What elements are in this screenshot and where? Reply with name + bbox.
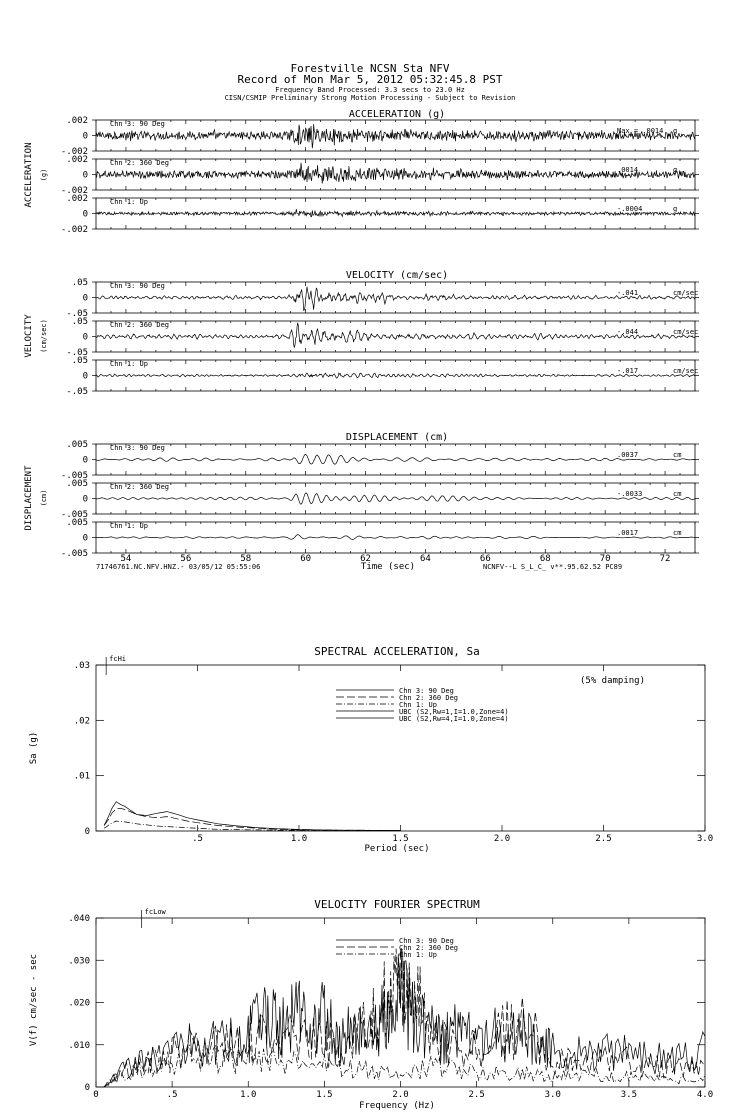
station-title: Forestville NCSN Sta NFV <box>290 62 450 75</box>
acceleration-channel-name: Chn 2: 360 Deg <box>110 159 170 167</box>
fourier-title: VELOCITY FOURIER SPECTRUM <box>314 898 480 911</box>
displacement-section <box>24 432 699 572</box>
velocity-ytick-label: -.05 <box>66 348 88 358</box>
fourier-xtick-label: 3.0 <box>544 1090 561 1100</box>
record-title: Record of Mon Mar 5, 2012 05:32:45.8 PST <box>237 73 503 86</box>
acceleration-unit-label: (g) <box>40 168 48 182</box>
displacement-side-label: DISPLACEMENT <box>24 465 34 531</box>
spectral-title: SPECTRAL ACCELERATION, Sa <box>314 645 480 658</box>
velocity-ytick-label: -.05 <box>66 387 88 397</box>
displacement-peak-unit: cm <box>673 529 682 537</box>
displacement-ytick-label: 0 <box>82 533 88 544</box>
spectral-legend-label: Chn 2: 360 Deg <box>399 694 459 702</box>
acceleration-channel-name: Chn 1: Up <box>110 198 148 206</box>
velocity-peak-unit: cm/sec <box>673 367 699 375</box>
velocity-section <box>24 270 699 397</box>
spectral-ytick-label: .01 <box>73 771 90 782</box>
displacement-channel-name: Chn 1: Up <box>110 522 148 530</box>
spectral-ytick-label: 0 <box>84 827 90 837</box>
fourier-legend-label: Chn 2: 360 Deg <box>399 944 459 952</box>
spectral-series-chn-3-90-deg <box>104 802 400 831</box>
spectral-damping-note: (5% damping) <box>580 676 646 686</box>
acceleration-section <box>24 109 699 235</box>
fourier-ytick-label: 0 <box>84 1083 90 1093</box>
spectral-ytick-label: .03 <box>73 661 90 671</box>
fourier-ytick-label: .020 <box>68 998 90 1009</box>
displacement-panel-chn-2-360-deg <box>61 479 699 520</box>
fourier-xtick-label: .5 <box>166 1090 178 1100</box>
displacement-channel-name: Chn 3: 90 Deg <box>110 444 165 452</box>
acceleration-ytick-label: 0 <box>82 209 88 220</box>
spectral-legend-label: Chn 3: 90 Deg <box>399 687 454 695</box>
acceleration-side-label: ACCELERATION <box>24 142 34 208</box>
time-tick-label: 68 <box>539 554 551 564</box>
spectral-xtick-label: 2.5 <box>595 834 612 844</box>
acceleration-trace-chn-2-360-deg <box>96 163 695 184</box>
fourier-ytick-label: .030 <box>68 956 90 967</box>
acceleration-peak-unit: g <box>673 127 678 135</box>
displacement-peak-unit: cm <box>673 451 682 459</box>
displacement-ytick-label: .005 <box>66 518 88 528</box>
velocity-peak-value: -.044 <box>617 328 639 336</box>
time-tick-label: 70 <box>599 554 611 564</box>
spectral-legend-label: UBC (S2,Rw=4,I=1.0,Zone=4) <box>399 715 509 723</box>
velocity-ytick-label: -.05 <box>66 309 88 319</box>
acceleration-panel-frame <box>96 198 695 229</box>
fourier-plot <box>68 908 713 1100</box>
velocity-fourier-chart <box>29 898 713 1111</box>
acceleration-peak-value: .0014 <box>617 166 639 174</box>
time-tick-label: 54 <box>120 554 132 564</box>
fourier-xtick-label: 2.0 <box>392 1090 409 1100</box>
displacement-peak-value: .0017 <box>617 529 639 537</box>
fourier-xlabel: Frequency (Hz) <box>359 1101 435 1111</box>
spectral-ylabel: Sa (g) <box>29 731 39 765</box>
time-tick-label: 64 <box>420 554 431 564</box>
fourier-ytick-label: .040 <box>68 914 90 924</box>
velocity-channel-name: Chn 3: 90 Deg <box>110 282 165 290</box>
time-tick-label: 72 <box>659 554 671 564</box>
time-tick-label: 66 <box>479 554 491 564</box>
fourier-ytick-label: .010 <box>68 1040 90 1051</box>
acceleration-ytick-label: .002 <box>66 194 88 204</box>
acceleration-panel-chn-3-90-deg <box>61 116 699 157</box>
band-line: Frequency Band Processed: 3.3 secs to 23.0 Hz <box>275 86 465 94</box>
velocity-ytick-label: .05 <box>71 278 88 288</box>
velocity-trace-chn-1-up <box>96 373 695 378</box>
displacement-ytick-label: -.005 <box>60 549 88 559</box>
acceleration-plots <box>61 116 699 235</box>
spectral-xtick-label: 1.5 <box>392 834 409 844</box>
velocity-panel-chn-3-90-deg <box>66 278 699 319</box>
footer-right: NCNFV--L S_L_C_ v**.95.62.52 PC89 <box>483 563 623 571</box>
acceleration-ytick-label: .002 <box>66 116 88 126</box>
displacement-unit-label: (cm) <box>40 489 48 507</box>
fourier-xtick-label: 1.5 <box>316 1090 333 1100</box>
displacement-title: DISPLACEMENT (cm) <box>345 432 449 443</box>
displacement-peak-value: -.0033 <box>617 490 643 498</box>
acceleration-title: ACCELERATION (g) <box>348 109 446 120</box>
spectral-xtick-label: 2.0 <box>493 834 511 844</box>
spectral-legend <box>336 687 509 723</box>
fourier-xtick-label: 2.5 <box>468 1090 485 1100</box>
displacement-peak-value: .0037 <box>617 451 639 459</box>
velocity-peak-value: -.041 <box>617 289 639 297</box>
acceleration-ytick-label: .002 <box>66 155 88 165</box>
velocity-panel-chn-1-up <box>66 356 699 397</box>
velocity-ytick-label: 0 <box>82 332 88 343</box>
fourier-ylabel: V(f) cm/sec - sec <box>29 953 39 1047</box>
spectral-series-chn-1-up <box>104 821 400 831</box>
velocity-ytick-label: .05 <box>71 356 88 366</box>
velocity-ytick-label: 0 <box>82 293 88 304</box>
acceleration-peak-value: Max = .0014 <box>617 127 664 135</box>
velocity-panel-chn-2-360-deg <box>66 317 699 358</box>
time-axis-label: Time (sec) <box>360 562 416 572</box>
displacement-trace-chn-3-90-deg <box>96 454 695 464</box>
displacement-panel-chn-1-up <box>61 518 699 559</box>
fourier-xtick-label: 1.0 <box>240 1090 257 1100</box>
spectral-xlabel: Period (sec) <box>364 844 430 854</box>
displacement-ytick-label: 0 <box>82 455 88 466</box>
velocity-trace-chn-2-360-deg <box>96 323 695 348</box>
displacement-trace-chn-1-up <box>96 535 695 540</box>
displacement-ytick-label: -.005 <box>60 471 88 481</box>
acceleration-panel-chn-2-360-deg <box>61 155 699 196</box>
spectral-acceleration-chart <box>29 645 713 854</box>
time-tick-label: 60 <box>300 554 312 564</box>
spectral-legend-label: Chn 1: Up <box>399 701 437 709</box>
cisn-line: CISN/CSMIP Preliminary Strong Motion Processing - Subject to Revision <box>224 94 516 102</box>
time-tick-label: 58 <box>240 554 252 564</box>
velocity-peak-unit: cm/sec <box>673 289 699 297</box>
footer-left: 71746761.NC.NFV.HNZ.- 03/05/12 05:55:06 <box>96 563 261 571</box>
acceleration-peak-unit: g <box>673 205 678 213</box>
spectral-xtick-label: 1.0 <box>290 834 308 844</box>
velocity-channel-name: Chn 2: 360 Deg <box>110 321 170 329</box>
fourier-marker-label: fcLow <box>144 908 166 916</box>
displacement-trace-chn-2-360-deg <box>96 493 695 504</box>
acceleration-peak-unit: g <box>673 166 678 174</box>
fourier-xtick-label: 4.0 <box>696 1090 714 1100</box>
spectral-legend-label: UBC (S2,Rw=1,I=1.0,Zone=4) <box>399 708 509 716</box>
velocity-trace-chn-3-90-deg <box>96 287 695 311</box>
displacement-ytick-label: .005 <box>66 440 88 450</box>
fourier-series-chn-3-90-deg <box>104 948 705 1087</box>
acceleration-peak-value: -.0004 <box>617 205 643 213</box>
displacement-ytick-label: -.005 <box>60 510 88 520</box>
fourier-legend-label: Chn 1: Up <box>399 951 437 959</box>
velocity-peak-value: -.017 <box>617 367 639 375</box>
acceleration-panel-chn-1-up <box>61 194 699 235</box>
fourier-xtick-label: 0 <box>93 1090 99 1100</box>
fourier-series-chn-1-up <box>104 1043 705 1087</box>
velocity-peak-unit: cm/sec <box>673 328 699 336</box>
displacement-panel-chn-3-90-deg <box>61 440 699 481</box>
time-tick-label: 56 <box>180 554 192 564</box>
displacement-peak-unit: cm <box>673 490 682 498</box>
acceleration-channel-name: Chn 3: 90 Deg <box>110 120 165 128</box>
acceleration-trace-chn-3-90-deg <box>96 124 695 148</box>
displacement-plots <box>61 440 699 559</box>
acceleration-ytick-label: -.002 <box>60 186 88 196</box>
fourier-legend-label: Chn 3: 90 Deg <box>399 937 454 945</box>
acceleration-ytick-label: 0 <box>82 131 88 142</box>
spectral-marker-label: fcHi <box>109 655 127 663</box>
velocity-ytick-label: .05 <box>71 317 88 327</box>
fourier-legend <box>336 937 458 959</box>
displacement-ytick-label: .005 <box>66 479 88 489</box>
velocity-panel-frame <box>96 360 695 391</box>
acceleration-ytick-label: 0 <box>82 170 88 181</box>
velocity-channel-name: Chn 1: Up <box>110 360 148 368</box>
spectral-xtick-label: 3.0 <box>696 834 714 844</box>
velocity-title: VELOCITY (cm/sec) <box>345 270 449 281</box>
spectral-ytick-label: .02 <box>73 716 90 727</box>
displacement-ytick-label: 0 <box>82 494 88 505</box>
acceleration-ytick-label: -.002 <box>60 147 88 157</box>
velocity-ytick-label: 0 <box>82 371 88 382</box>
spectral-xtick-label: .5 <box>192 834 203 844</box>
velocity-unit-label: (cm/sec) <box>40 319 48 353</box>
fourier-xtick-label: 3.5 <box>620 1090 638 1100</box>
displacement-channel-name: Chn 2: 360 Deg <box>110 483 170 491</box>
velocity-side-label: VELOCITY <box>24 314 34 358</box>
velocity-plots <box>66 278 699 397</box>
time-tick-label: 62 <box>360 554 371 564</box>
acceleration-trace-chn-1-up <box>96 209 695 217</box>
acceleration-ytick-label: -.002 <box>60 225 88 235</box>
